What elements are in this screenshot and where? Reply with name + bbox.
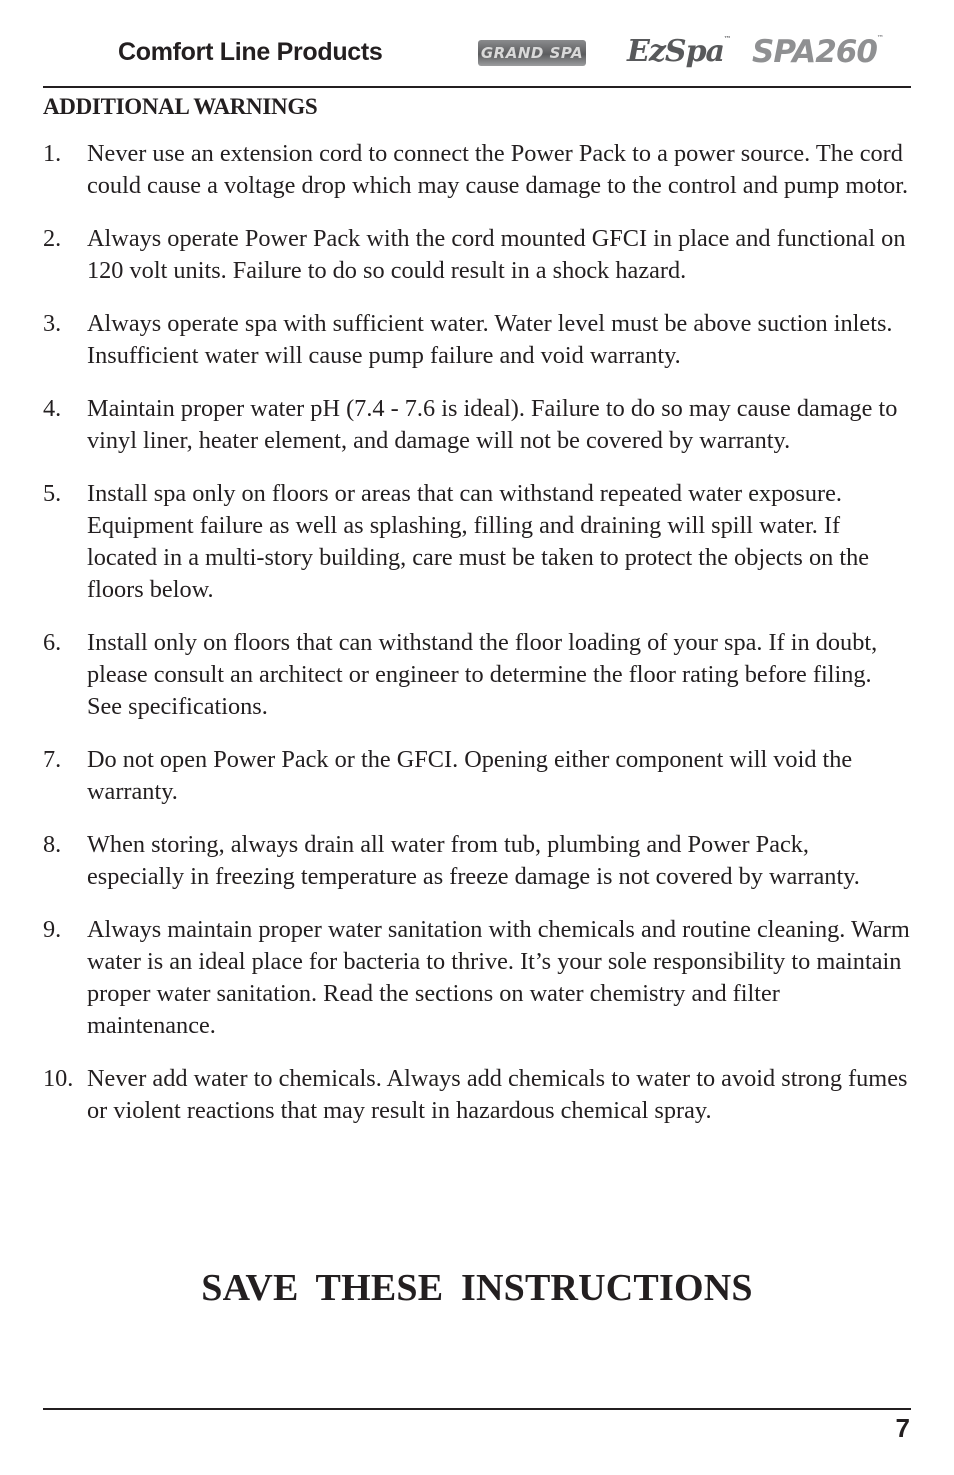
item-text: When storing, always drain all water from tub, plumbing and Power Pack, especially in freezing temperature as freeze damage is not covered by warranty. [87,831,860,890]
item-text: Install only on floors that can withstand the floor loading of your spa. If in doubt, please consult an architect or engineer to determine the floor rating before filing. See specifications. [87,629,878,720]
item-number: 7. [43,745,62,773]
item-number: 2. [43,225,62,253]
item-text: Always operate Power Pack with the cord mounted GFCI in place and functional on 120 volt units. Failure to do so could result in a shock hazard. [87,225,906,284]
item-text: Do not open Power Pack or the GFCI. Opening either component will void the warranty. [87,745,853,805]
list-item [43,478,911,605]
list-item [43,393,911,457]
item-number: 3. [43,310,62,338]
ez-spa-logo: EzSpa™ [627,34,730,69]
section-title: ADDITIONAL WARNINGS [43,94,318,119]
item-text: Always maintain proper water sanitation with chemicals and routine cleaning. Warm water is an ideal place for bacteria to thrive. It’s your sole responsibility to maintain proper water sanitation. Read the sections on water chemistry and filter maintenance. [87,916,910,1039]
list-item [43,627,911,722]
item-number: 8. [43,831,62,859]
item-text: Never add water to chemicals. Always add chemicals to water to avoid strong fumes or violent reactions that may result in hazardous chemical spray. [87,1064,908,1124]
item-text: Install spa only on floors or areas that can withstand repeated water exposure. Equipment failure as well as splashing, filling and draining will spill water. If located in a multi-story building, care must be taken to protect the objects on the floors below. [87,480,870,603]
item-text: Never use an extension cord to connect the Power Pack to a power source. The cord could cause a voltage drop which may cause damage to the control and pump motor. [87,140,909,199]
item-number: 6. [43,629,62,657]
page-header [0,0,954,90]
page-number: 7 [895,1413,910,1443]
header-divider [43,86,911,88]
item-number: 5. [43,480,62,508]
list-item [43,1063,911,1127]
list-item [43,138,911,202]
footer-divider [43,1408,911,1410]
header-title: Comfort Line Products [118,38,383,66]
item-number: 10. [43,1064,74,1092]
save-instructions-heading: SAVE THESE INSTRUCTIONS [201,1267,753,1309]
list-item [43,829,911,893]
grand-spa-logo: GRAND SPA [478,40,586,66]
item-text: Always operate spa with sufficient water. Water level must be above suction inlets. Insufficient water will cause pump failure and void warranty. [87,310,893,369]
list-item [43,914,911,1041]
item-number: 1. [43,140,62,167]
list-item [43,744,911,808]
list-item [43,223,911,287]
item-number: 9. [43,916,62,944]
item-text: Maintain proper water pH (7.4 - 7.6 is ideal). Failure to do so may cause damage to vinyl liner, heater element, and damage will not be covered by warranty. [87,395,898,455]
spa260-logo: SPA260™ [752,34,883,70]
list-item [43,308,911,372]
warnings-list [43,138,911,1148]
item-number: 4. [43,395,62,423]
